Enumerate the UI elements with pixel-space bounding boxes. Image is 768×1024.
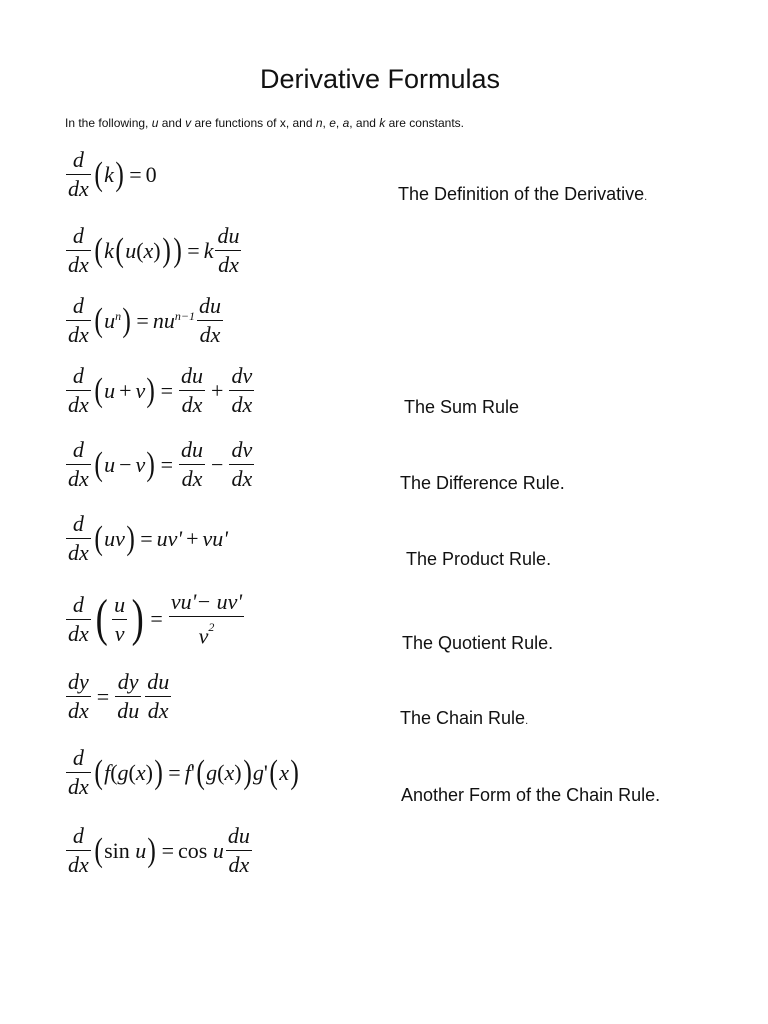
label-product-rule: The Product Rule. [406,549,552,569]
formula-chain-rule-alt: $\frac{d}{dx}$ ( f ( g ( x ) ) = f ' ( g ( x ) ) g ' ( x ) [68,745,299,799]
label-sum-rule: The Sum Rule [404,397,520,417]
label-chain-rule: The Chain Rule. [400,708,529,728]
formula-difference-rule: $\frac{d}{dx}$ ( u − v ) = $\frac{du}{dx}$ − $\frac{dv}{dx}$ [68,437,253,491]
formula-constant: $\frac{d}{dx}$ ( k ) = 0 [68,147,157,201]
label-difference-rule: The Difference Rule. [400,473,565,493]
intro-text: In the following, u and v are functions of x, and n, e, a, and k are constants. [65,116,465,130]
label-definition: The Definition of the Derivative. [398,184,648,204]
label-chain-rule-alt: Another Form of the Chain Rule. [401,785,661,805]
formula-constant-multiple: $\frac{d}{dx}$ ( k ( u ( x ) ) ) = k $\frac{du}{dx}$ [68,223,240,277]
formula-chain-rule: $\frac{dy}{dx}$ = $\frac{dy}{du}$ $\frac{du}{dx}$ [68,669,170,723]
label-quotient-rule: The Quotient Rule. [402,633,554,653]
page-title: Derivative Formulas [259,64,501,94]
formula-power-rule: $\frac{d}{dx}$ ( u $^n$ ) = n u $^{n-1}$ $\frac{du}{dx}$ [68,293,221,347]
formula-product-rule: $\frac{d}{dx}$ ( u v ) = uv' + vu' [68,511,228,565]
formula-sine-rule: $\frac{d}{dx}$ ( sin u ) = cos u $\frac{du}{dx}$ [68,823,250,877]
formula-quotient-rule: $\frac{d}{dx}$ ( $\frac{u}{v}$ ) = $\frac{vu'- uv'}{v^2}$ [68,589,243,649]
formula-sum-rule: $\frac{d}{dx}$ ( u + v ) = $\frac{du}{dx}$ + $\frac{dv}{dx}$ [68,363,253,417]
